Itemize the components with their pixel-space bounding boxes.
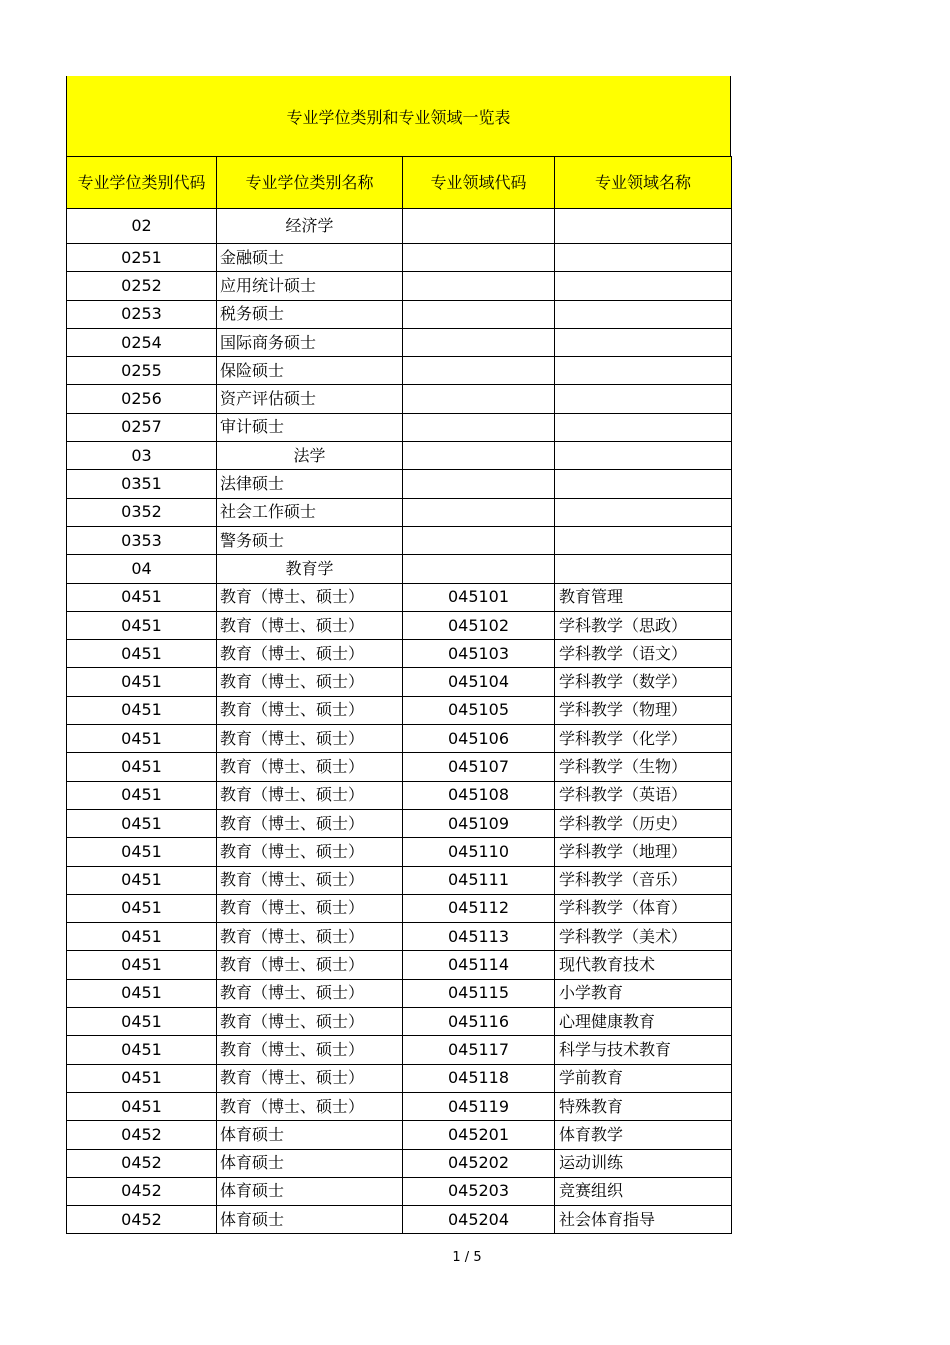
cell-field-name (555, 470, 732, 498)
table-row (67, 328, 732, 356)
cell-category-name: 教育（博士、硕士） (217, 979, 403, 1007)
cell-field-name: 科学与技术教育 (555, 1036, 732, 1064)
table-row (67, 385, 732, 413)
table-row (67, 583, 732, 611)
cell-category-code: 0255 (67, 357, 217, 385)
cell-field-name (555, 328, 732, 356)
cell-category-name: 保险硕士 (217, 357, 403, 385)
cell-category-name: 法学 (217, 442, 403, 470)
cell-field-code: 045202 (403, 1149, 555, 1177)
cell-category-name: 资产评估硕士 (217, 385, 403, 413)
cell-field-code: 045108 (403, 781, 555, 809)
cell-category-name: 税务硕士 (217, 300, 403, 328)
cell-category-name: 法律硕士 (217, 470, 403, 498)
cell-field-name: 学科教学（体育） (555, 894, 732, 922)
cell-field-code: 045112 (403, 894, 555, 922)
cell-category-name: 教育（博士、硕士） (217, 611, 403, 639)
header-category-code: 专业学位类别代码 (67, 157, 217, 209)
table-title (66, 76, 731, 156)
cell-category-code: 0451 (67, 640, 217, 668)
cell-field-code: 045102 (403, 611, 555, 639)
cell-field-name: 心理健康教育 (555, 1008, 732, 1036)
table-row (67, 209, 732, 244)
cell-category-name: 教育（博士、硕士） (217, 668, 403, 696)
cell-field-code (403, 244, 555, 272)
cell-category-name: 体育硕士 (217, 1206, 403, 1234)
cell-category-name: 经济学 (217, 209, 403, 244)
cell-field-code: 045105 (403, 696, 555, 724)
cell-field-name (555, 209, 732, 244)
cell-category-name: 教育（博士、硕士） (217, 838, 403, 866)
cell-category-code: 03 (67, 442, 217, 470)
cell-category-name: 教育（博士、硕士） (217, 1064, 403, 1092)
cell-category-code: 0451 (67, 894, 217, 922)
table-row (67, 357, 732, 385)
table-row (67, 300, 732, 328)
cell-category-code: 0451 (67, 866, 217, 894)
table-row (67, 1064, 732, 1092)
cell-field-code: 045101 (403, 583, 555, 611)
cell-field-code: 045118 (403, 1064, 555, 1092)
cell-category-code: 0451 (67, 809, 217, 837)
header-field-code: 专业领域代码 (403, 157, 555, 209)
table-row (67, 640, 732, 668)
cell-field-code: 045114 (403, 951, 555, 979)
cell-field-name: 特殊教育 (555, 1092, 732, 1120)
cell-category-code: 0451 (67, 1092, 217, 1120)
cell-category-code: 04 (67, 555, 217, 583)
table-row (67, 866, 732, 894)
cell-category-name: 教育（博士、硕士） (217, 809, 403, 837)
cell-field-name (555, 300, 732, 328)
cell-category-code: 0451 (67, 753, 217, 781)
table-row (67, 951, 732, 979)
degree-table (66, 156, 732, 1234)
header-field-name: 专业领域名称 (555, 157, 732, 209)
cell-category-name: 教育（博士、硕士） (217, 923, 403, 951)
table-body (67, 209, 732, 1234)
table-row (67, 1008, 732, 1036)
cell-category-name: 警务硕士 (217, 526, 403, 554)
table-row (67, 894, 732, 922)
table-row (67, 442, 732, 470)
cell-category-name: 教育学 (217, 555, 403, 583)
cell-field-code (403, 413, 555, 441)
cell-category-name: 教育（博士、硕士） (217, 725, 403, 753)
table-row (67, 781, 732, 809)
cell-category-name: 体育硕士 (217, 1149, 403, 1177)
table-row (67, 1092, 732, 1120)
cell-category-name: 教育（博士、硕士） (217, 894, 403, 922)
cell-field-code: 045104 (403, 668, 555, 696)
cell-category-name: 教育（博士、硕士） (217, 696, 403, 724)
cell-field-name (555, 385, 732, 413)
cell-field-name: 学科教学（化学） (555, 725, 732, 753)
page-number: 1 / 5 (452, 1250, 482, 1265)
cell-field-name: 学科教学（数学） (555, 668, 732, 696)
cell-category-name: 教育（博士、硕士） (217, 951, 403, 979)
cell-category-code: 0451 (67, 611, 217, 639)
cell-field-code: 045109 (403, 809, 555, 837)
cell-field-name: 竞赛组织 (555, 1177, 732, 1205)
table-row (67, 413, 732, 441)
cell-category-code: 0451 (67, 781, 217, 809)
cell-field-name (555, 244, 732, 272)
header-row (67, 157, 732, 209)
table-row (67, 979, 732, 1007)
spreadsheet (66, 76, 731, 1234)
cell-category-code: 0452 (67, 1206, 217, 1234)
cell-category-name: 教育（博士、硕士） (217, 1092, 403, 1120)
cell-field-code (403, 328, 555, 356)
cell-field-name: 学科教学（美术） (555, 923, 732, 951)
cell-category-name: 教育（博士、硕士） (217, 640, 403, 668)
cell-field-name: 体育教学 (555, 1121, 732, 1149)
table-row (67, 696, 732, 724)
cell-field-code (403, 385, 555, 413)
cell-category-name: 国际商务硕士 (217, 328, 403, 356)
cell-field-name: 社会体育指导 (555, 1206, 732, 1234)
table-row (67, 1036, 732, 1064)
cell-category-code: 0451 (67, 696, 217, 724)
table-row (67, 470, 732, 498)
table-row (67, 725, 732, 753)
cell-field-code (403, 442, 555, 470)
cell-category-name: 教育（博士、硕士） (217, 583, 403, 611)
table-row (67, 923, 732, 951)
cell-field-name: 学科教学（思政） (555, 611, 732, 639)
table-row (67, 753, 732, 781)
cell-field-code (403, 357, 555, 385)
cell-category-name: 金融硕士 (217, 244, 403, 272)
cell-category-code: 0254 (67, 328, 217, 356)
cell-category-name: 教育（博士、硕士） (217, 753, 403, 781)
cell-field-code: 045119 (403, 1092, 555, 1120)
table-row (67, 1206, 732, 1234)
cell-field-code: 045113 (403, 923, 555, 951)
cell-category-code: 0451 (67, 1064, 217, 1092)
table-row (67, 668, 732, 696)
cell-field-code (403, 470, 555, 498)
cell-category-code: 0352 (67, 498, 217, 526)
cell-field-code (403, 300, 555, 328)
cell-category-code: 0451 (67, 838, 217, 866)
cell-category-code: 0451 (67, 951, 217, 979)
cell-field-name: 学科教学（英语） (555, 781, 732, 809)
cell-field-name: 学前教育 (555, 1064, 732, 1092)
table-row (67, 526, 732, 554)
cell-category-code: 02 (67, 209, 217, 244)
cell-category-name: 体育硕士 (217, 1177, 403, 1205)
table-row (67, 272, 732, 300)
cell-category-name: 教育（博士、硕士） (217, 1008, 403, 1036)
cell-field-code: 045203 (403, 1177, 555, 1205)
cell-field-name: 学科教学（地理） (555, 838, 732, 866)
cell-field-name: 学科教学（物理） (555, 696, 732, 724)
cell-category-code: 0451 (67, 1036, 217, 1064)
cell-category-name: 教育（博士、硕士） (217, 781, 403, 809)
cell-category-code: 0253 (67, 300, 217, 328)
table-row (67, 498, 732, 526)
cell-field-code: 045116 (403, 1008, 555, 1036)
cell-field-name: 运动训练 (555, 1149, 732, 1177)
table-row (67, 611, 732, 639)
cell-field-code (403, 272, 555, 300)
table-row (67, 809, 732, 837)
cell-category-code: 0256 (67, 385, 217, 413)
cell-field-name (555, 272, 732, 300)
cell-field-code: 045107 (403, 753, 555, 781)
cell-field-name (555, 413, 732, 441)
cell-field-code: 045103 (403, 640, 555, 668)
table-title-text: 专业学位类别和专业领域一览表 (286, 107, 511, 127)
cell-field-code: 045111 (403, 866, 555, 894)
cell-field-name (555, 442, 732, 470)
cell-field-name (555, 357, 732, 385)
cell-category-code: 0252 (67, 272, 217, 300)
cell-field-name: 学科教学（语文） (555, 640, 732, 668)
cell-field-code: 045204 (403, 1206, 555, 1234)
cell-category-code: 0452 (67, 1177, 217, 1205)
cell-field-code (403, 526, 555, 554)
header-category-name: 专业学位类别名称 (217, 157, 403, 209)
cell-field-name (555, 498, 732, 526)
cell-field-code (403, 209, 555, 244)
cell-category-name: 审计硕士 (217, 413, 403, 441)
cell-category-code: 0451 (67, 923, 217, 951)
table-row (67, 838, 732, 866)
table-row (67, 1121, 732, 1149)
cell-category-code: 0452 (67, 1149, 217, 1177)
cell-field-code: 045110 (403, 838, 555, 866)
cell-field-code: 045115 (403, 979, 555, 1007)
cell-field-name (555, 526, 732, 554)
cell-category-code: 0353 (67, 526, 217, 554)
cell-field-name: 学科教学（音乐） (555, 866, 732, 894)
cell-category-code: 0251 (67, 244, 217, 272)
table-row (67, 244, 732, 272)
cell-field-code: 045201 (403, 1121, 555, 1149)
cell-field-code: 045106 (403, 725, 555, 753)
cell-category-code: 0351 (67, 470, 217, 498)
cell-field-name: 教育管理 (555, 583, 732, 611)
cell-category-code: 0451 (67, 979, 217, 1007)
cell-category-code: 0452 (67, 1121, 217, 1149)
cell-category-name: 体育硕士 (217, 1121, 403, 1149)
cell-category-name: 教育（博士、硕士） (217, 866, 403, 894)
cell-category-name: 应用统计硕士 (217, 272, 403, 300)
cell-category-code: 0257 (67, 413, 217, 441)
cell-category-name: 教育（博士、硕士） (217, 1036, 403, 1064)
cell-category-code: 0451 (67, 725, 217, 753)
table-row (67, 1149, 732, 1177)
cell-category-name: 社会工作硕士 (217, 498, 403, 526)
cell-field-code (403, 555, 555, 583)
cell-category-code: 0451 (67, 583, 217, 611)
cell-field-code (403, 498, 555, 526)
table-row (67, 555, 732, 583)
cell-field-name: 学科教学（历史） (555, 809, 732, 837)
cell-field-name: 现代教育技术 (555, 951, 732, 979)
cell-field-code: 045117 (403, 1036, 555, 1064)
cell-category-code: 0451 (67, 668, 217, 696)
table-row (67, 1177, 732, 1205)
cell-field-name: 学科教学（生物） (555, 753, 732, 781)
cell-category-code: 0451 (67, 1008, 217, 1036)
cell-field-name: 小学教育 (555, 979, 732, 1007)
cell-field-name (555, 555, 732, 583)
